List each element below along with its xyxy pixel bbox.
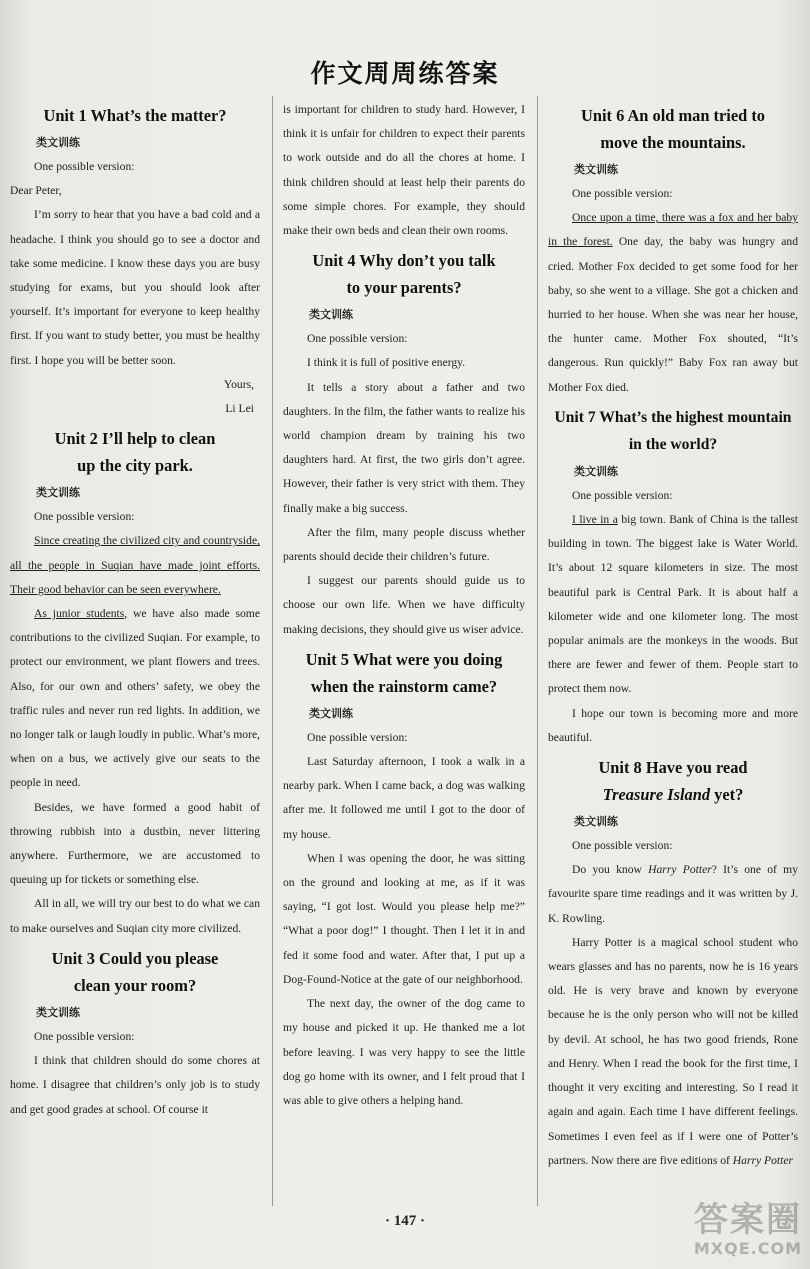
paragraph: I suggest our parents should guide us to choose our own life. When we have difficulty making decisions, they should give us wiser advice.	[283, 574, 525, 636]
unit-5-heading-line1: Unit 5 What were you doing	[305, 649, 503, 669]
unit-3-heading-line2: clean your room?	[73, 975, 197, 995]
underlined-text: As junior students	[34, 607, 125, 621]
underlined-text: I live in a	[572, 513, 618, 527]
paragraph-text: Harry Potter is a magical school student who wears glasses and has no parents, now he is 16 years old. He is very brave and known by everyone because he is the only person who will not be killed by devil. At school, he has two good friends, Rone and Henry. When I read the book for the first time, I thought it very exciting and interesting. So I read it again and again. Each time I have different feelings. Sometimes I even feel as if I were one of Potter’s partners. Now there are five editions of	[548, 935, 798, 1167]
column-3	[548, 98, 798, 1173]
paragraph-text: Do you know	[572, 863, 649, 877]
underlined-text: Since creating the civilized city and countryside, all the people in Suqian have made joint efforts. Their good behavior can be seen everywhere.	[10, 534, 260, 596]
unit-7-heading-line2: in the world?	[628, 435, 718, 453]
paragraph: Besides, we have formed a good habit of throwing rubbish into a dustbin, never littering anywhere. Furthermore, we are accustomed to queuing up for tickets or something else.	[10, 800, 260, 887]
underlined-text: Once upon a time, there was a fox and her baby in the forest.	[548, 211, 798, 249]
paragraph: When I was opening the door, he was sitting on the ground and looking at me, as if it was saying, “I got lost. Would you please help me?” “What a poor dog!” I thought. Then I let it in and fed it some food and water. After that, I put up a Dog-Found-Notice at the gate of our neighborhood.	[283, 851, 525, 986]
unit-5-heading	[283, 646, 525, 700]
paragraph-text: , we have also made some contributions to the civilized Suqian. For example, to protect our environment, we plant flowers and trees. Also, for our own and others’ safety, we obey the traffic rules and never run red lights. In addition, we no longer talk or laugh loudly in public. What’s more, when on a bus, we actively give our seats to the people in need.	[10, 607, 260, 790]
watermark-mark: 答案圈	[694, 1200, 802, 1240]
unit-5-heading-line2: when the rainstorm came?	[310, 676, 498, 696]
paragraph	[548, 508, 798, 702]
book-title: Treasure Island	[602, 785, 711, 805]
version-label: One possible version:	[572, 488, 673, 502]
paragraph-text: ? It’s one of my favourite spare time readings and it was written by J. K. Rowling.	[548, 863, 798, 925]
unit-2-heading-line2: up the city park.	[77, 456, 193, 476]
unit-7-heading	[548, 404, 798, 458]
section-label: 类文训练	[574, 163, 618, 176]
paragraph: Last Saturday afternoon, I took a walk in a nearby park. When I came back, a dog was walking after me. It followed me until I got to the door of my house.	[283, 755, 525, 841]
paragraph: I think it is full of positive energy.	[307, 356, 466, 370]
unit-8-heading	[548, 754, 798, 808]
paragraph	[548, 206, 798, 400]
unit-3-heading-line1: Unit 3 Could you please	[51, 948, 219, 968]
version-label: One possible version:	[34, 1029, 135, 1043]
section-label: 类文训练	[36, 136, 80, 149]
letter-greeting: Dear Peter,	[10, 184, 62, 198]
unit-6-heading-line1: Unit 6 An old man tried to	[581, 106, 765, 125]
page-number: · 147 ·	[384, 1213, 425, 1229]
unit-2-heading	[10, 425, 260, 479]
paragraph	[548, 931, 798, 1173]
unit-7-heading-line1: Unit 7 What’s the highest mountain	[554, 408, 792, 426]
unit-4-heading-line1: Unit 4 Why don’t you talk	[312, 251, 496, 271]
unit-6-heading-line2: move the mountains.	[600, 133, 746, 152]
section-label: 类文训练	[309, 706, 353, 720]
heading-tail: yet?	[710, 785, 744, 805]
paragraph: After the film, many people discuss whether parents should decide their children’s future.	[283, 525, 525, 564]
version-label: One possible version:	[307, 332, 408, 346]
version-label: One possible version:	[307, 730, 408, 744]
letter-body: I’m sorry to hear that you have a bad cold and a headache. I think you should go to see a doctor and take some medicine. I know these days you are busy studying for exams, but you should look after yourself. It’s important for everyone to keep healthy first. If you want to study better, you must be healthy first. I hope you will be better soon.	[10, 208, 260, 367]
paragraph: is important for children to study hard. However, I think it is unfair for children to expect their parents to work outside and do all the chores at home. I think children should at least help their parents do some simple chores. For example, they should make their own beds and clean their own rooms.	[283, 103, 525, 238]
paragraph-text: One day, the baby was hungry and cried. Mother Fox decided to get some food for her baby, so she went to a village. She got a chicken and hurried to her house. When she was near her house, the hunter came. Mother Fox shouted, “It’s dangerous. Run quickly!” Baby Fox ran away but Mother Fox died.	[548, 235, 798, 394]
version-label: One possible version:	[572, 839, 673, 853]
letter-signature: Li Lei	[225, 402, 254, 416]
section-label: 类文训练	[309, 308, 353, 322]
watermark-url: MXQE.COM	[693, 1239, 802, 1258]
column-divider	[272, 96, 273, 1206]
column-divider	[537, 96, 538, 1206]
unit-4-heading-line2: to your parents?	[346, 278, 462, 298]
unit-6-heading	[548, 102, 798, 156]
book-title: Harry Potter	[648, 863, 712, 877]
section-label: 类文训练	[574, 464, 618, 478]
paragraph	[10, 602, 260, 796]
version-label: One possible version:	[572, 187, 673, 200]
paragraph: All in all, we will try our best to do what we can to make ourselves and Suqian city more civilized.	[10, 897, 260, 935]
paragraph	[10, 529, 260, 602]
column-1	[10, 98, 260, 1122]
book-title: Harry Potter	[732, 1153, 794, 1167]
unit-2-heading-line1: Unit 2 I’ll help to clean	[54, 429, 216, 449]
paragraph: The next day, the owner of the dog came to my house and picked it up. He thanked me a lot before leaving. I was very happy to see the little dog go home with its owner, and I felt proud that I was able to give others a helping hand.	[283, 997, 525, 1107]
unit-8-heading-line1: Unit 8 Have you read	[598, 758, 748, 778]
version-label: One possible version:	[34, 160, 135, 173]
section-label: 类文训练	[36, 486, 80, 500]
unit-3-heading	[10, 945, 260, 999]
section-label: 类文训练	[574, 815, 618, 829]
paragraph-text: big town. Bank of China is the tallest building in town. The biggest lake is Water World. It’s about 12 square kilometers in size. The most beautiful park is Central Park. It is about half a kilometer wide and one kilometer long. The most popular animals are the monkeys in the woods. But there are fewer and fewer of them. People start to protect them now.	[548, 513, 799, 696]
paragraph: I hope our town is becoming more and more beautiful.	[548, 706, 798, 744]
section-label: 类文训练	[36, 1005, 80, 1019]
paragraph: It tells a story about a father and two daughters. In the film, the father wants to realize his world champion dream by training his two daughters hard. At first, the two girls don’t agree. However, their father is very strict with them. They finally make a big success.	[283, 380, 525, 515]
page-title: 作文周周练答案	[310, 59, 500, 88]
paragraph	[548, 858, 798, 931]
column-2	[283, 98, 525, 1113]
unit-8-heading-line2	[548, 781, 798, 808]
paragraph: I think that children should do some chores at home. I disagree that children’s only job is to study and get good grades at school. Of course it	[10, 1054, 260, 1116]
unit-1-heading: Unit 1 What’s the matter?	[43, 106, 227, 125]
watermark-logo	[652, 1201, 802, 1261]
version-label: One possible version:	[34, 510, 135, 524]
unit-4-heading	[283, 247, 525, 301]
letter-closing: Yours,	[223, 377, 254, 391]
